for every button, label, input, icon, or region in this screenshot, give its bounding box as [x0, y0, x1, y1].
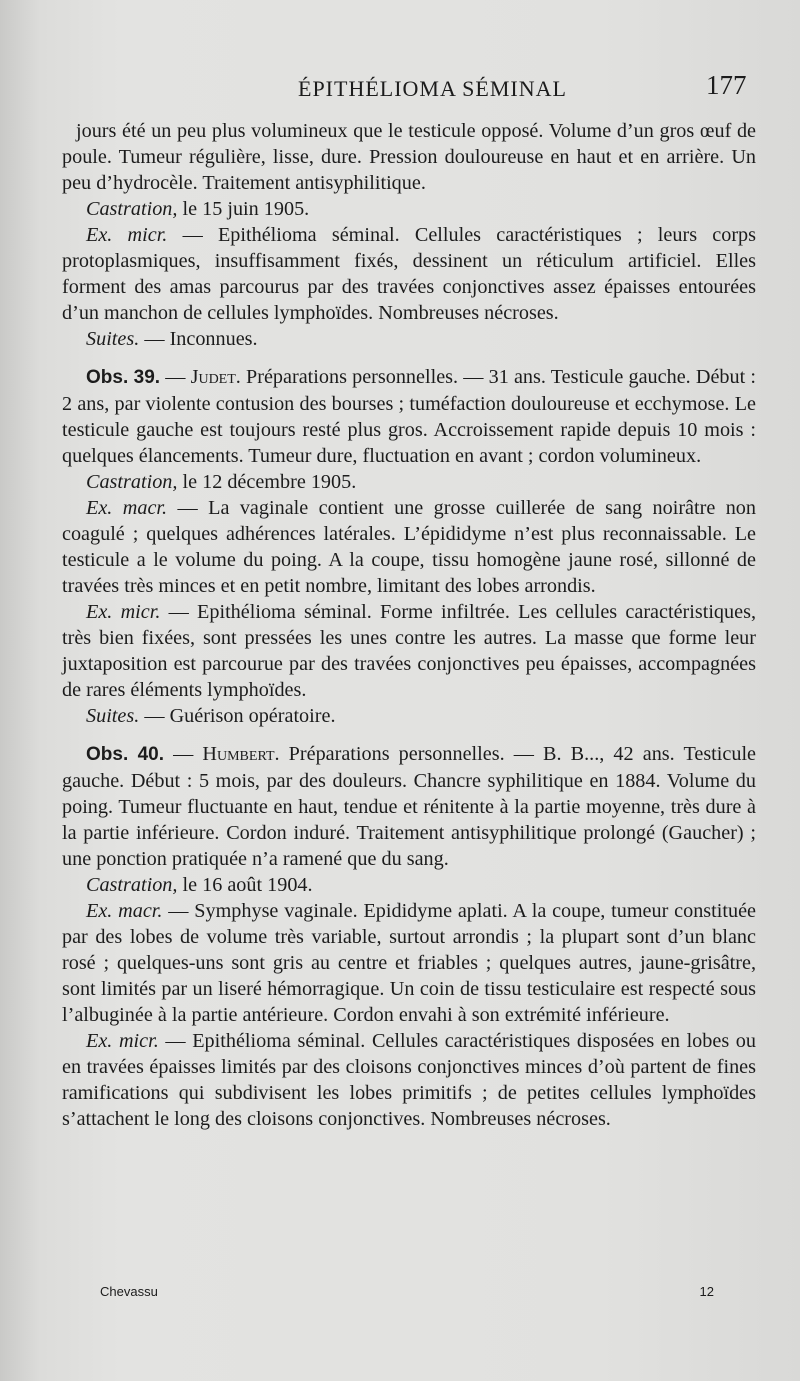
macro-exam-paragraph — [62, 495, 756, 599]
paragraph-lead: Castration, — [86, 198, 178, 220]
observation-author: Humbert — [202, 743, 275, 765]
signature-mark: 12 — [699, 1284, 714, 1299]
observation-text: . Préparations personnelles. — B. B..., 42 ans. Testicule gauche. Début : 5 mois, par des douleurs. Chancre syphilitique en 1884. Volume du poing. Tumeur fluctuante en haut, tendue et rénitente à la partie moyenne, très dure à la partie inférieure. Cordon induré. Traitement antisyphilitique prolongé (Gaucher) ; une ponction pratiquée n’a ramené que du sang. — [62, 743, 757, 870]
paragraph-lead: Ex. micr. — [86, 1030, 159, 1052]
paragraph-lead: Castration, — [86, 471, 178, 493]
page-number: 177 — [706, 70, 747, 100]
running-head: ÉPITHÉLIOMA SÉMINAL — [298, 76, 567, 101]
paragraph-text: — Inconnues. — [139, 328, 258, 350]
page-header — [0, 70, 800, 106]
outcome-paragraph — [62, 326, 756, 352]
continuation-paragraph — [62, 118, 756, 196]
castration-paragraph — [62, 469, 756, 495]
paragraph-lead: Suites. — [86, 705, 140, 727]
macro-exam-paragraph — [62, 898, 756, 1028]
observation-text: . Préparations personnelles. — 31 ans. Testicule gauche. Début : 2 ans, par violente contusion des bourses ; tuméfaction douloureuse et ecchymose. Le testicule gauche est toujours resté plus gros. Accroissement rapide depuis 10 mois : quelques élancements. Tumeur dure, fluctuation en avant ; cordon volumineux. — [62, 366, 757, 467]
paragraph-lead: Ex. macr. — [86, 900, 163, 922]
page-footer — [100, 1284, 714, 1304]
paragraph-text: — Guérison opératoire. — [139, 705, 336, 727]
paragraph-text: — Epithélioma séminal. Cellules caractéristiques ; leurs corps protoplasmiques, insuffisamment fixés, dessinent un réticulum artificiel. Elles forment des amas parcourus par des travées conjonctives assez épaisses entourées d’un manchon de cellules lymphoïdes. Nombreuses nécroses. — [62, 224, 756, 324]
observation-author: Judet — [190, 366, 236, 388]
micro-exam-paragraph — [62, 1028, 756, 1132]
paragraph-text: — Epithélioma séminal. Forme infiltrée. Les cellules caractéristiques, très bien fixées, sont pressées les unes contre les autres. La masse que forme leur juxtaposition est parcourue par des travées conjonctives peu épaisses, accompagnées de rares éléments lymphoïdes. — [62, 601, 756, 701]
castration-paragraph — [62, 196, 756, 222]
micro-exam-paragraph — [62, 599, 756, 703]
outcome-paragraph — [62, 703, 756, 729]
paragraph-text: — Symphyse vaginale. Epididyme aplati. A la coupe, tumeur constituée par des lobes de volume très variable, surtout arrondis ; la plupart sont d’un blanc rosé ; quelques-uns sont gris au centre et friables ; quelques autres, jaune-grisâtre, sont limités par un liseré hémorragique. Un coin de tissu testiculaire est respecté sous l’albuginée à la partie antérieure. Cordon envahi à son extrémité inférieure. — [62, 900, 756, 1026]
paragraph-lead: Ex. micr. — [86, 601, 161, 623]
micro-exam-paragraph — [62, 222, 756, 326]
paragraph-lead: Castration, — [86, 874, 178, 896]
paragraph-text: jours été un peu plus volumineux que le testicule opposé. Volume d’un gros œuf de poule. Tumeur régulière, lisse, dure. Pression douloureuse en haut et en arrière. Un peu d’hydrocèle. Traitement antisyphilitique. — [62, 120, 756, 194]
paragraph-text: le 16 août 1904. — [177, 874, 313, 896]
paragraph-lead: Ex. micr. — [86, 224, 168, 246]
paragraph-lead: Suites. — [86, 328, 140, 350]
printer-signature: Chevassu — [100, 1284, 158, 1299]
paragraph-lead: Ex. macr. — [86, 497, 168, 519]
observation-label: Obs. 39. — [86, 367, 161, 388]
observation-label: Obs. 40. — [86, 744, 164, 765]
paragraph-text: — Epithélioma séminal. Cellules caractéristiques disposées en lobes ou en travées épaisses limités par des cloisons conjonctives minces d’où partent de fines ramifications qui subdivisent les lobes primitifs ; de petites cellules lymphoïdes s’attachent le long des cloisons conjonctives. Nombreuses nécroses. — [62, 1030, 756, 1130]
paragraph-text: le 12 décembre 1905. — [177, 471, 357, 493]
paragraph-text: le 15 juin 1905. — [177, 198, 310, 220]
castration-paragraph — [62, 872, 756, 898]
observation-39-header: Obs. 39. — Judet. Préparations personnelles. — 31 ans. Testicule gauche. Début : 2 ans, par violente contusion des bourses ; tuméfaction douloureuse et ecchymose. Le testicule gauche est toujours resté plus gros. Accroissement rapide depuis 10 mois : quelques élancements. Tumeur dure, fluctuation en avant ; cordon volumineux. — [62, 366, 757, 467]
page-body — [62, 118, 756, 1132]
paragraph-text: — La vaginale contient une grosse cuillerée de sang noirâtre non coagulé ; quelques adhérences latérales. L’épididyme n’est plus reconnaissable. Le testicule a le volume du poing. A la coupe, tissu homogène jaune rosé, sillonné de travées très minces et en petit nombre, limitant des lobes arrondis. — [62, 497, 756, 597]
observation-40-header: Obs. 40. — Humbert. Préparations personnelles. — B. B..., 42 ans. Testicule gauche. Début : 5 mois, par des douleurs. Chancre syphilitique en 1884. Volume du poing. Tumeur fluctuante en haut, tendue et rénitente à la partie moyenne, très dure à la partie inférieure. Cordon induré. Traitement antisyphilitique prolongé (Gaucher) ; une ponction pratiquée n’a ramené que du sang. — [62, 743, 757, 870]
